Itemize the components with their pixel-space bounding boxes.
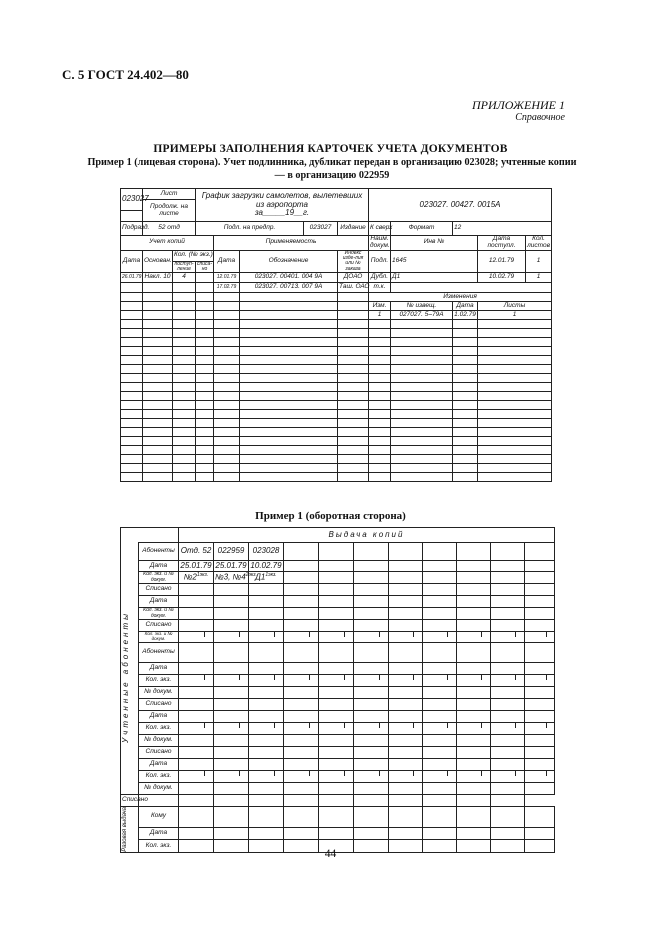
subdiv-label: Подразд. xyxy=(121,222,143,236)
doc-title: График загрузки самолетов, вылетевших из аэропорта за_____19__г. xyxy=(196,189,369,222)
row-label-date-2: Дата xyxy=(139,596,179,608)
row-label-qty: Кол. экз. xyxy=(139,675,179,687)
row-label-qty-2: Кол. экз. xyxy=(139,723,179,735)
row1-org: ДОАО xyxy=(338,273,369,283)
date-received-label: Дата поступл. xyxy=(478,236,526,251)
row-label-qty-4: Кол. экз. xyxy=(139,840,179,853)
ch-col-date: Дата xyxy=(453,302,478,311)
back-corner xyxy=(121,528,179,543)
row2-qty xyxy=(173,283,196,293)
ch-col-sheets: Листы xyxy=(478,302,552,311)
row-label-date-5: Дата xyxy=(139,759,179,771)
row1-date: 26.01.79 xyxy=(121,273,143,283)
back-card-table xyxy=(120,527,555,853)
side-spacer xyxy=(121,543,139,561)
example-back-caption: Пример 1 (оборотная сторона) xyxy=(255,510,406,522)
row-label-doc-num-2: № докум. xyxy=(139,735,179,747)
org-code-spacer xyxy=(121,211,143,222)
front-card-table xyxy=(120,188,552,482)
changes-header: Изменения xyxy=(369,293,552,302)
ch-date: 1.02.79 xyxy=(454,310,476,318)
row1-written xyxy=(196,273,214,283)
holder-label: Подл. на предпр. xyxy=(196,222,304,236)
holder-value: 023027 xyxy=(304,222,338,236)
col-index-label: Индекс изде-лия или № заказа xyxy=(338,250,369,273)
row-label-subscribers: Абоненты xyxy=(139,543,179,561)
copies-2: №3, $№4^{2экз.}$ xyxy=(215,571,257,582)
date-3: 10.02.79 xyxy=(250,560,282,570)
ch-notice: 027027. 5–79А xyxy=(391,311,453,320)
row-label-subscribers-2: Абоненты xyxy=(139,643,179,663)
subscriber-3: 023028 xyxy=(249,543,284,561)
dup-date: 10.02.79 xyxy=(478,273,526,283)
row2-basis xyxy=(143,283,173,293)
col-basis-label: Основан. xyxy=(143,250,173,273)
row1-designation: 023027. 00401. 004 9А xyxy=(240,273,338,283)
row-label-copies-3: Кол. экз. и № докум. xyxy=(139,632,179,643)
appendix-title: ПРИЛОЖЕНИЕ 1 xyxy=(472,98,565,112)
row-label-date-3: Дата xyxy=(139,663,179,675)
page-header: С. 5 ГОСТ 24.402—80 xyxy=(62,67,189,82)
doc-designation: 023027. 00427. 0015А xyxy=(369,189,552,222)
tk-label: т.к. xyxy=(369,283,391,293)
copies-header: Учет копий xyxy=(121,236,214,251)
example-front-caption-2: — в организацию 022959 xyxy=(274,170,390,181)
orig-inv: 1645 xyxy=(391,250,478,273)
orig-date: 12.01.79 xyxy=(478,250,526,273)
sheets-count-label: Кол. листов xyxy=(527,235,550,249)
org-code-cell: 023027 xyxy=(121,189,143,211)
name-doc-label: Наим. докум. xyxy=(370,235,390,249)
subscriber-2: 022959 xyxy=(214,543,249,561)
row-label-written-off-3: Списано xyxy=(139,699,179,711)
subdiv-value: 52 отд xyxy=(143,222,196,236)
side-label-bottom-cell xyxy=(121,807,139,853)
dup-count: 1 xyxy=(526,273,552,283)
edition-label: Издание xyxy=(338,222,369,236)
col-qty-label: Кол. (№ экз.) xyxy=(173,250,214,261)
orig-label: Подл. xyxy=(369,250,391,273)
row-label-doc-num-3: № докум. xyxy=(139,783,179,795)
dup-inv: Д1 xyxy=(391,273,478,283)
page-number: 44 xyxy=(324,848,337,860)
issue-header: Выдача копий xyxy=(179,528,555,543)
side-label-bottom: Разовая выдача xyxy=(122,807,128,852)
row-label-date-6: Дата xyxy=(139,827,179,840)
appendix-subtitle: Справочное xyxy=(515,112,565,123)
main-title: ПРИМЕРЫ ЗАПОЛНЕНИЯ КАРТОЧЕК УЧЕТА ДОКУМЕНТОВ xyxy=(153,143,508,155)
date-2: 25.01.79 xyxy=(215,560,247,570)
list-label: Лист xyxy=(143,189,196,200)
subscriber-1: Отд. 52 xyxy=(179,543,214,561)
row-label-qty-3: Кол. экз. xyxy=(139,771,179,783)
inv-label: Инв № xyxy=(391,236,478,251)
col-designation-label: Обозначение xyxy=(240,250,338,273)
example-front-caption: Пример 1 (лицевая сторона). Учет подлинника, дубликат передан в организацию 023028; учтенные копии xyxy=(87,157,577,168)
row1-date2: 12.01.79 xyxy=(214,273,240,283)
col-received-label: поступ-ление xyxy=(174,260,194,272)
row2-designation: 023027. 00713. 007 9А xyxy=(240,283,338,293)
row2-date xyxy=(121,283,143,293)
tk-value xyxy=(391,283,552,293)
row-label-written-off-2: Списано xyxy=(139,620,179,632)
ch-col-notice: № извещ. xyxy=(391,302,453,311)
format-value: 12 xyxy=(453,222,552,236)
row-label-copies-2: Кол. экз. и № докум. xyxy=(139,608,179,620)
format-label: Формат xyxy=(391,222,453,236)
row-label-date-4: Дата xyxy=(139,711,179,723)
row-label-written-off-5: Списано xyxy=(121,795,139,807)
usage-header: Применяемость xyxy=(214,236,369,251)
ch-col-num: Изм. xyxy=(369,302,391,311)
continuation-label: Продолж. на листе xyxy=(143,200,196,222)
row-label-to-whom: Кому xyxy=(139,807,179,828)
orig-count: 1 xyxy=(526,250,552,273)
row-label-written-off: Списано xyxy=(139,584,179,596)
side-label-main-cell xyxy=(121,561,139,795)
ch-num: 1 xyxy=(369,311,391,320)
col-date2-label: Дата xyxy=(214,250,240,273)
row-label-date: Дата xyxy=(139,561,179,572)
row1-qty: 4 xyxy=(173,273,196,283)
col-written-off-label: списа-но xyxy=(197,260,212,272)
copies-1: $№2^{1экз.}$ xyxy=(179,572,214,584)
row2-org: Таш. ОАО xyxy=(338,283,369,293)
edition-value: К сверх xyxy=(369,222,391,236)
date-1: 25.01.79 xyxy=(180,560,212,570)
copies-3: $Д1^{1экз.}$ xyxy=(249,572,284,584)
row1-basis: Накл. 10 xyxy=(143,273,173,283)
ch-sheets: 1 xyxy=(478,311,552,320)
row2-written xyxy=(196,283,214,293)
col-date-label: Дата xyxy=(121,250,143,273)
dup-label: Дубл. xyxy=(369,273,391,283)
side-label-main: Учтенные абоненты xyxy=(121,611,130,744)
row-label-written-off-4: Списано xyxy=(139,747,179,759)
row-label-doc-num: № докум. xyxy=(139,687,179,699)
row-label-copies: Кол. экз. и № докум. xyxy=(139,572,179,584)
row2-date2: 17.02.79 xyxy=(214,283,240,293)
